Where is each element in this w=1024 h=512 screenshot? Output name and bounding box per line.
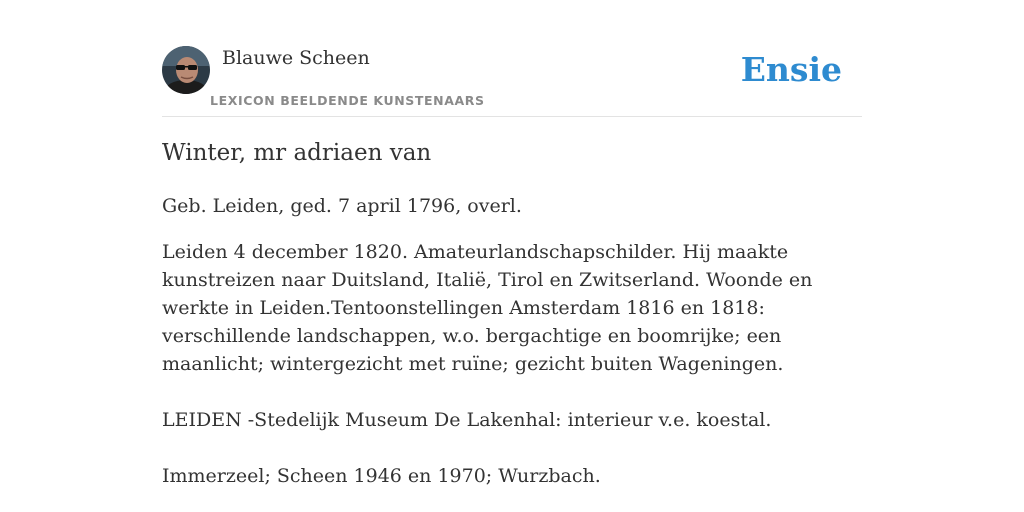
paragraph-gap bbox=[162, 378, 862, 406]
category-label[interactable]: LEXICON BEELDENDE KUNSTENAARS bbox=[210, 93, 485, 108]
paragraph-biography: Leiden 4 december 1820. Amateurlandschapschilder. Hij maakte kunstreizen naar Duitsland, Italië, Tirol en Zwitserland. Woonde en werkte in Leiden.Tentoonstellingen Amsterdam 1816 en 1818: verschillende landschappen, w.o. bergachtige en boomrijke; een maanlicht; wintergezicht met ruïne; gezicht buiten Wageningen. bbox=[162, 241, 813, 375]
header bbox=[162, 46, 862, 117]
paragraph-birth: Geb. Leiden, ged. 7 april 1796, overl. bbox=[162, 195, 522, 217]
ensie-logo[interactable]: Ensie bbox=[740, 50, 842, 89]
paragraph-gap bbox=[162, 434, 862, 462]
paragraph-sources: Immerzeel; Scheen 1946 en 1970; Wurzbach. bbox=[162, 465, 601, 487]
avatar-photo-icon bbox=[162, 46, 210, 94]
author-name[interactable]: Blauwe Scheen bbox=[222, 47, 370, 69]
page-title: Winter, mr adriaen van bbox=[162, 140, 432, 166]
paragraph-collection: LEIDEN -Stedelijk Museum De Lakenhal: interieur v.e. koestal. bbox=[162, 409, 772, 431]
article-body bbox=[162, 192, 862, 490]
avatar[interactable] bbox=[162, 46, 210, 94]
